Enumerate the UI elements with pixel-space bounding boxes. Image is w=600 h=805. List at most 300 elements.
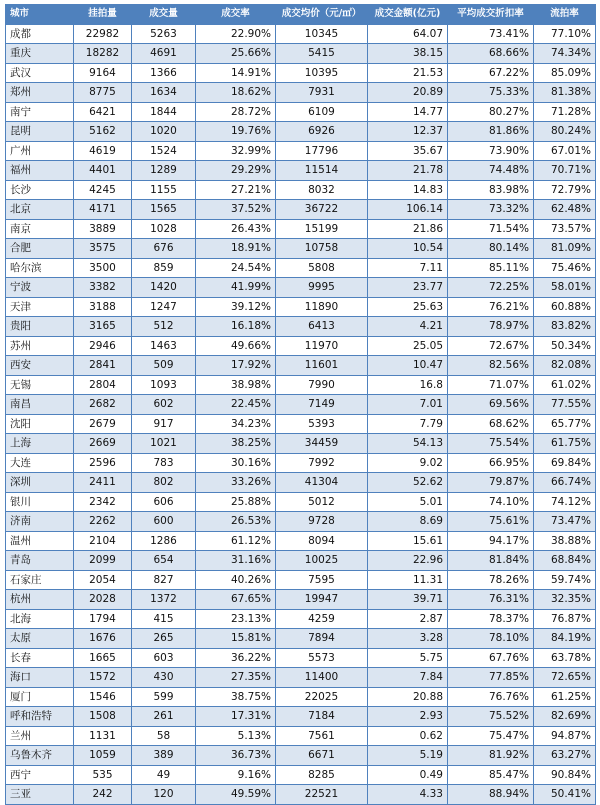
cell-deal-amount: 64.07 xyxy=(368,24,448,44)
table-row xyxy=(6,63,596,83)
cell-failed-rate: 61.25% xyxy=(534,687,596,707)
cell-avg-discount: 68.66% xyxy=(448,44,534,64)
table-row xyxy=(6,531,596,551)
cell-deal-amount: 14.83 xyxy=(368,180,448,200)
cell-city: 厦门 xyxy=(6,687,74,707)
cell-avg-discount: 80.14% xyxy=(448,239,534,259)
cell-city: 西宁 xyxy=(6,765,74,785)
cell-deal-amount: 11.31 xyxy=(368,570,448,590)
cell-avg-discount: 66.95% xyxy=(448,453,534,473)
cell-avg-discount: 72.67% xyxy=(448,336,534,356)
cell-avg-discount: 85.11% xyxy=(448,258,534,278)
cell-city: 南昌 xyxy=(6,395,74,415)
cell-avg-price: 6926 xyxy=(276,122,368,142)
cell-deal-amount: 20.88 xyxy=(368,687,448,707)
table-header-row xyxy=(6,5,596,25)
cell-city: 无锡 xyxy=(6,375,74,395)
cell-deal-amount: 2.87 xyxy=(368,609,448,629)
cell-deal-rate: 9.16% xyxy=(196,765,276,785)
cell-avg-discount: 74.10% xyxy=(448,492,534,512)
cell-deal-rate: 26.43% xyxy=(196,219,276,239)
table-row xyxy=(6,375,596,395)
table-row xyxy=(6,200,596,220)
header-deals: 成交量 xyxy=(132,5,196,25)
cell-city: 郑州 xyxy=(6,83,74,103)
cell-avg-discount: 77.85% xyxy=(448,668,534,688)
cell-deals: 1565 xyxy=(132,200,196,220)
cell-avg-discount: 75.54% xyxy=(448,434,534,454)
table-row xyxy=(6,765,596,785)
cell-deal-amount: 20.89 xyxy=(368,83,448,103)
cell-failed-rate: 50.41% xyxy=(534,785,596,805)
cell-deals: 783 xyxy=(132,453,196,473)
cell-avg-discount: 94.17% xyxy=(448,531,534,551)
cell-city: 武汉 xyxy=(6,63,74,83)
cell-deal-amount: 7.84 xyxy=(368,668,448,688)
cell-city: 天津 xyxy=(6,297,74,317)
cell-deals: 1020 xyxy=(132,122,196,142)
cell-failed-rate: 83.82% xyxy=(534,317,596,337)
cell-deal-amount: 8.69 xyxy=(368,512,448,532)
cell-city: 大连 xyxy=(6,453,74,473)
cell-listings: 8775 xyxy=(74,83,132,103)
cell-avg-price: 5393 xyxy=(276,414,368,434)
table-row xyxy=(6,258,596,278)
cell-failed-rate: 63.27% xyxy=(534,746,596,766)
cell-listings: 3165 xyxy=(74,317,132,337)
cell-avg-discount: 73.32% xyxy=(448,200,534,220)
cell-city: 合肥 xyxy=(6,239,74,259)
cell-failed-rate: 65.77% xyxy=(534,414,596,434)
cell-deals: 917 xyxy=(132,414,196,434)
cell-city: 杭州 xyxy=(6,590,74,610)
cell-deals: 1420 xyxy=(132,278,196,298)
header-listings: 挂拍量 xyxy=(74,5,132,25)
cell-avg-price: 6671 xyxy=(276,746,368,766)
cell-listings: 2342 xyxy=(74,492,132,512)
cell-failed-rate: 72.65% xyxy=(534,668,596,688)
cell-avg-discount: 74.48% xyxy=(448,161,534,181)
cell-failed-rate: 67.01% xyxy=(534,141,596,161)
cell-listings: 535 xyxy=(74,765,132,785)
cell-deals: 1155 xyxy=(132,180,196,200)
cell-avg-price: 6109 xyxy=(276,102,368,122)
cell-failed-rate: 73.47% xyxy=(534,512,596,532)
cell-listings: 2099 xyxy=(74,551,132,571)
cell-listings: 2411 xyxy=(74,473,132,493)
cell-city: 兰州 xyxy=(6,726,74,746)
cell-deals: 599 xyxy=(132,687,196,707)
cell-listings: 2679 xyxy=(74,414,132,434)
cell-avg-discount: 78.37% xyxy=(448,609,534,629)
cell-city: 长春 xyxy=(6,648,74,668)
cell-deal-amount: 10.47 xyxy=(368,356,448,376)
cell-deals: 603 xyxy=(132,648,196,668)
cell-avg-price: 11970 xyxy=(276,336,368,356)
table-row xyxy=(6,278,596,298)
cell-city: 青岛 xyxy=(6,551,74,571)
cell-deal-amount: 9.02 xyxy=(368,453,448,473)
cell-deals: 49 xyxy=(132,765,196,785)
cell-listings: 3500 xyxy=(74,258,132,278)
cell-deal-amount: 35.67 xyxy=(368,141,448,161)
cell-avg-price: 8285 xyxy=(276,765,368,785)
cell-deal-rate: 26.53% xyxy=(196,512,276,532)
table-row xyxy=(6,24,596,44)
cell-city: 成都 xyxy=(6,24,74,44)
cell-deals: 859 xyxy=(132,258,196,278)
cell-deal-amount: 52.62 xyxy=(368,473,448,493)
cell-avg-discount: 81.86% xyxy=(448,122,534,142)
cell-listings: 1508 xyxy=(74,707,132,727)
cell-deal-amount: 23.77 xyxy=(368,278,448,298)
cell-deals: 1286 xyxy=(132,531,196,551)
cell-deal-amount: 21.86 xyxy=(368,219,448,239)
header-city: 城市 xyxy=(6,5,74,25)
cell-avg-discount: 75.33% xyxy=(448,83,534,103)
cell-avg-price: 7894 xyxy=(276,629,368,649)
cell-deal-rate: 37.52% xyxy=(196,200,276,220)
cell-failed-rate: 50.34% xyxy=(534,336,596,356)
cell-deal-rate: 40.26% xyxy=(196,570,276,590)
table-row xyxy=(6,434,596,454)
table-row xyxy=(6,395,596,415)
cell-deals: 430 xyxy=(132,668,196,688)
cell-deal-rate: 25.88% xyxy=(196,492,276,512)
cell-city: 乌鲁木齐 xyxy=(6,746,74,766)
table-row xyxy=(6,141,596,161)
cell-deal-amount: 22.96 xyxy=(368,551,448,571)
cell-failed-rate: 61.02% xyxy=(534,375,596,395)
cell-avg-discount: 76.31% xyxy=(448,590,534,610)
cell-listings: 2669 xyxy=(74,434,132,454)
table-row xyxy=(6,551,596,571)
cell-avg-price: 10025 xyxy=(276,551,368,571)
cell-failed-rate: 74.12% xyxy=(534,492,596,512)
cell-deal-amount: 106.14 xyxy=(368,200,448,220)
cell-listings: 3575 xyxy=(74,239,132,259)
cell-listings: 2682 xyxy=(74,395,132,415)
cell-city: 南京 xyxy=(6,219,74,239)
cell-deal-amount: 3.28 xyxy=(368,629,448,649)
cell-deal-rate: 17.92% xyxy=(196,356,276,376)
cell-deals: 1247 xyxy=(132,297,196,317)
header-deal-amount: 成交金额(亿元) xyxy=(368,5,448,25)
cell-city: 南宁 xyxy=(6,102,74,122)
cell-deal-amount: 54.13 xyxy=(368,434,448,454)
cell-failed-rate: 77.55% xyxy=(534,395,596,415)
cell-avg-price: 7595 xyxy=(276,570,368,590)
cell-avg-price: 36722 xyxy=(276,200,368,220)
cell-deal-rate: 31.16% xyxy=(196,551,276,571)
cell-deal-amount: 21.78 xyxy=(368,161,448,181)
cell-deals: 600 xyxy=(132,512,196,532)
cell-city: 三亚 xyxy=(6,785,74,805)
table-row xyxy=(6,570,596,590)
cell-listings: 3188 xyxy=(74,297,132,317)
cell-avg-discount: 76.21% xyxy=(448,297,534,317)
cell-deals: 1463 xyxy=(132,336,196,356)
table-row xyxy=(6,239,596,259)
cell-deals: 1028 xyxy=(132,219,196,239)
cell-avg-discount: 85.47% xyxy=(448,765,534,785)
cell-deal-rate: 38.25% xyxy=(196,434,276,454)
cell-failed-rate: 77.10% xyxy=(534,24,596,44)
cell-avg-price: 4259 xyxy=(276,609,368,629)
header-avg-discount: 平均成交折扣率 xyxy=(448,5,534,25)
cell-city: 重庆 xyxy=(6,44,74,64)
cell-city: 深圳 xyxy=(6,473,74,493)
cell-deal-amount: 14.77 xyxy=(368,102,448,122)
cell-listings: 2262 xyxy=(74,512,132,532)
cell-listings: 4245 xyxy=(74,180,132,200)
cell-deals: 58 xyxy=(132,726,196,746)
cell-avg-discount: 73.41% xyxy=(448,24,534,44)
cell-failed-rate: 82.08% xyxy=(534,356,596,376)
cell-deal-amount: 5.75 xyxy=(368,648,448,668)
cell-avg-price: 22521 xyxy=(276,785,368,805)
cell-deal-rate: 30.16% xyxy=(196,453,276,473)
cell-listings: 2596 xyxy=(74,453,132,473)
cell-deal-rate: 67.65% xyxy=(196,590,276,610)
table-row xyxy=(6,453,596,473)
cell-city: 昆明 xyxy=(6,122,74,142)
cell-listings: 3889 xyxy=(74,219,132,239)
table-row xyxy=(6,726,596,746)
cell-deal-rate: 36.22% xyxy=(196,648,276,668)
cell-failed-rate: 62.48% xyxy=(534,200,596,220)
cell-avg-discount: 71.07% xyxy=(448,375,534,395)
cell-deal-amount: 15.61 xyxy=(368,531,448,551)
table-row xyxy=(6,356,596,376)
cell-deal-rate: 18.62% xyxy=(196,83,276,103)
cell-deal-rate: 16.18% xyxy=(196,317,276,337)
cell-deal-rate: 22.90% xyxy=(196,24,276,44)
cell-deal-rate: 22.45% xyxy=(196,395,276,415)
cell-listings: 4401 xyxy=(74,161,132,181)
cell-avg-discount: 79.87% xyxy=(448,473,534,493)
cell-deal-rate: 27.21% xyxy=(196,180,276,200)
cell-avg-price: 6413 xyxy=(276,317,368,337)
cell-deal-rate: 41.99% xyxy=(196,278,276,298)
table-row xyxy=(6,102,596,122)
cell-deal-rate: 15.81% xyxy=(196,629,276,649)
cell-avg-price: 7184 xyxy=(276,707,368,727)
cell-avg-price: 10345 xyxy=(276,24,368,44)
cell-deal-rate: 49.66% xyxy=(196,336,276,356)
table-row xyxy=(6,297,596,317)
cell-city: 哈尔滨 xyxy=(6,258,74,278)
cell-deal-amount: 2.93 xyxy=(368,707,448,727)
cell-avg-price: 5573 xyxy=(276,648,368,668)
cell-deal-rate: 38.75% xyxy=(196,687,276,707)
table-row xyxy=(6,317,596,337)
cell-deal-rate: 5.13% xyxy=(196,726,276,746)
cell-deals: 602 xyxy=(132,395,196,415)
table-row xyxy=(6,512,596,532)
cell-failed-rate: 72.79% xyxy=(534,180,596,200)
cell-deal-rate: 14.91% xyxy=(196,63,276,83)
table-row xyxy=(6,629,596,649)
cell-listings: 4171 xyxy=(74,200,132,220)
cell-city: 福州 xyxy=(6,161,74,181)
cell-avg-price: 15199 xyxy=(276,219,368,239)
cell-deals: 4691 xyxy=(132,44,196,64)
cell-avg-price: 11514 xyxy=(276,161,368,181)
cell-city: 北京 xyxy=(6,200,74,220)
cell-avg-price: 8094 xyxy=(276,531,368,551)
table-row xyxy=(6,687,596,707)
cell-listings: 2054 xyxy=(74,570,132,590)
cell-avg-price: 5808 xyxy=(276,258,368,278)
cell-deals: 1372 xyxy=(132,590,196,610)
cell-city: 温州 xyxy=(6,531,74,551)
cell-avg-price: 41304 xyxy=(276,473,368,493)
table-row xyxy=(6,668,596,688)
cell-deals: 415 xyxy=(132,609,196,629)
cell-listings: 2946 xyxy=(74,336,132,356)
cell-city: 呼和浩特 xyxy=(6,707,74,727)
cell-deal-rate: 38.98% xyxy=(196,375,276,395)
cell-city: 石家庄 xyxy=(6,570,74,590)
cell-listings: 1794 xyxy=(74,609,132,629)
cell-failed-rate: 73.57% xyxy=(534,219,596,239)
cell-listings: 18282 xyxy=(74,44,132,64)
cell-avg-price: 8032 xyxy=(276,180,368,200)
cell-avg-discount: 75.52% xyxy=(448,707,534,727)
cell-failed-rate: 81.09% xyxy=(534,239,596,259)
cell-listings: 5162 xyxy=(74,122,132,142)
cell-avg-discount: 83.98% xyxy=(448,180,534,200)
cell-deals: 606 xyxy=(132,492,196,512)
cell-deals: 389 xyxy=(132,746,196,766)
cell-avg-price: 22025 xyxy=(276,687,368,707)
table-row xyxy=(6,746,596,766)
cell-deals: 261 xyxy=(132,707,196,727)
cell-avg-price: 34459 xyxy=(276,434,368,454)
cell-deal-rate: 18.91% xyxy=(196,239,276,259)
cell-listings: 9164 xyxy=(74,63,132,83)
cell-city: 贵阳 xyxy=(6,317,74,337)
cell-listings: 1131 xyxy=(74,726,132,746)
cell-failed-rate: 59.74% xyxy=(534,570,596,590)
cell-deals: 265 xyxy=(132,629,196,649)
cell-deal-amount: 7.01 xyxy=(368,395,448,415)
cell-listings: 4619 xyxy=(74,141,132,161)
cell-failed-rate: 81.38% xyxy=(534,83,596,103)
cell-deal-amount: 16.8 xyxy=(368,375,448,395)
cell-avg-discount: 88.94% xyxy=(448,785,534,805)
table-row xyxy=(6,707,596,727)
cell-deal-amount: 12.37 xyxy=(368,122,448,142)
cell-failed-rate: 61.75% xyxy=(534,434,596,454)
cell-avg-price: 7992 xyxy=(276,453,368,473)
cell-city: 北海 xyxy=(6,609,74,629)
cell-deal-rate: 29.29% xyxy=(196,161,276,181)
table-row xyxy=(6,336,596,356)
cell-listings: 1546 xyxy=(74,687,132,707)
cell-deal-amount: 25.05 xyxy=(368,336,448,356)
cell-avg-price: 10758 xyxy=(276,239,368,259)
table-row xyxy=(6,473,596,493)
cell-avg-discount: 82.56% xyxy=(448,356,534,376)
cell-listings: 2104 xyxy=(74,531,132,551)
cell-listings: 2841 xyxy=(74,356,132,376)
cell-deal-rate: 34.23% xyxy=(196,414,276,434)
cell-failed-rate: 80.24% xyxy=(534,122,596,142)
table-row xyxy=(6,180,596,200)
cell-avg-price: 7990 xyxy=(276,375,368,395)
cell-avg-discount: 67.22% xyxy=(448,63,534,83)
cell-avg-discount: 75.47% xyxy=(448,726,534,746)
cell-deals: 509 xyxy=(132,356,196,376)
cell-deals: 1844 xyxy=(132,102,196,122)
header-failed-rate: 流拍率 xyxy=(534,5,596,25)
header-deal-rate: 成交率 xyxy=(196,5,276,25)
cell-deal-amount: 0.62 xyxy=(368,726,448,746)
cell-deal-rate: 17.31% xyxy=(196,707,276,727)
cell-avg-discount: 67.76% xyxy=(448,648,534,668)
cell-failed-rate: 75.46% xyxy=(534,258,596,278)
cell-deal-amount: 5.01 xyxy=(368,492,448,512)
cell-deal-rate: 33.26% xyxy=(196,473,276,493)
cell-listings: 2028 xyxy=(74,590,132,610)
cell-deal-rate: 36.73% xyxy=(196,746,276,766)
cell-avg-price: 11601 xyxy=(276,356,368,376)
cell-listings: 2804 xyxy=(74,375,132,395)
cell-failed-rate: 68.84% xyxy=(534,551,596,571)
cell-avg-price: 7561 xyxy=(276,726,368,746)
cell-deal-amount: 25.63 xyxy=(368,297,448,317)
cell-deal-amount: 10.54 xyxy=(368,239,448,259)
city-auction-table-container xyxy=(5,4,595,805)
cell-failed-rate: 63.78% xyxy=(534,648,596,668)
cell-city: 长沙 xyxy=(6,180,74,200)
cell-avg-discount: 81.84% xyxy=(448,551,534,571)
cell-city: 广州 xyxy=(6,141,74,161)
cell-deals: 1366 xyxy=(132,63,196,83)
cell-city: 沈阳 xyxy=(6,414,74,434)
cell-deals: 676 xyxy=(132,239,196,259)
cell-deal-amount: 4.33 xyxy=(368,785,448,805)
table-row xyxy=(6,219,596,239)
cell-avg-discount: 75.61% xyxy=(448,512,534,532)
cell-deal-rate: 61.12% xyxy=(196,531,276,551)
cell-city: 西安 xyxy=(6,356,74,376)
cell-listings: 3382 xyxy=(74,278,132,298)
table-row xyxy=(6,44,596,64)
cell-city: 太原 xyxy=(6,629,74,649)
cell-deals: 1634 xyxy=(132,83,196,103)
table-row xyxy=(6,609,596,629)
table-row xyxy=(6,492,596,512)
cell-failed-rate: 74.34% xyxy=(534,44,596,64)
city-auction-table xyxy=(5,4,596,805)
cell-failed-rate: 60.88% xyxy=(534,297,596,317)
cell-deal-rate: 39.12% xyxy=(196,297,276,317)
cell-avg-discount: 72.25% xyxy=(448,278,534,298)
cell-deal-rate: 49.59% xyxy=(196,785,276,805)
cell-failed-rate: 58.01% xyxy=(534,278,596,298)
cell-deals: 1524 xyxy=(132,141,196,161)
cell-avg-price: 10395 xyxy=(276,63,368,83)
cell-listings: 1665 xyxy=(74,648,132,668)
cell-failed-rate: 69.84% xyxy=(534,453,596,473)
table-row xyxy=(6,83,596,103)
cell-deal-amount: 21.53 xyxy=(368,63,448,83)
cell-listings: 1572 xyxy=(74,668,132,688)
cell-deal-amount: 38.15 xyxy=(368,44,448,64)
